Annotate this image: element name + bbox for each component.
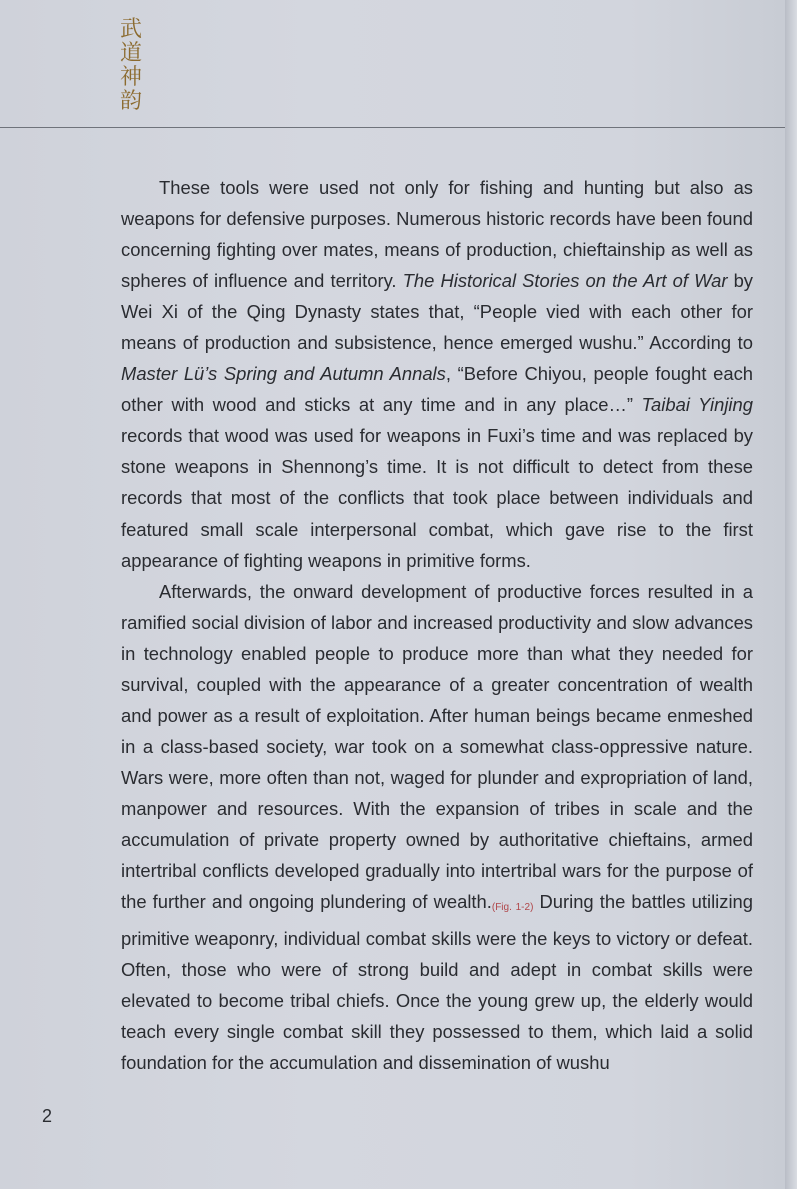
logo-char: 道 xyxy=(119,41,142,66)
book-title: Taibai Yinjing xyxy=(641,394,753,416)
logo-char: 韵 xyxy=(119,89,142,114)
header-divider xyxy=(0,127,785,128)
figure-reference: (Fig. 1-2) xyxy=(491,902,534,914)
book-title: Master Lü’s Spring and Autumn Annals xyxy=(121,363,446,385)
paragraph-2: Afterwards, the onward development of productive forces resulted in a ramified social division of labor and increased productivity and slow advances in technology enabled people to produce more than what they needed for survival, coupled with the appearance of a greater concentration of wealth and power as a result of exploitation. After human beings became enmeshed in a class-based society, war took on a somewhat class-oppressive nature. Wars were, more often than not, waged for plunder and expropriation of land, manpower and resources. With the expansion of tribes in scale and the accumulation of private property owned by authoritative chieftains, armed intertribal conflicts developed gradually into intertribal wars for the purpose of the further and ongoing plundering of wealth.(Fig. 1-2) During the battles utilizing primitive weaponry, individual combat skills were the keys to victory or defeat. Often, those who were of strong build and adept in combat skills were elevated to become tribal chiefs. Once the young grew up, the elderly would teach every single combat skill they possessed to them, which laid a solid foundation for the accumulation and dissemination of wushu xyxy=(121,580,753,1074)
logo-char: 武 xyxy=(119,17,142,42)
paragraph-1: These tools were used not only for fishing and hunting but also as weapons for defensive purposes. Numerous historic records have been found concerning fighting over mates, means of production, chieftainship as well as spheres of influence and territory. The Historical Stories on the Art of War by Wei Xi of the Qing Dynasty states that, “People vied with each other for means of production and subsistence, hence emerged wushu.” According to Master Lü’s Spring and Autumn Annals, “Before Chiyou, people fought each other with wood and sticks at any time and in any place…” Taibai Yinjing records that wood was used for weapons in Fuxi’s time and was replaced by stone weapons in Shennong’s time. It is not difficult to detect from these records that most of the conflicts that took place between individuals and featured small scale interpersonal combat, which gave rise to the first appearance of fighting weapons in primitive forms. xyxy=(121,177,753,571)
logo-char: 神 xyxy=(119,65,142,90)
page-edge xyxy=(785,0,797,1189)
body-text xyxy=(121,172,753,1078)
page-number: 2 xyxy=(42,1106,53,1126)
header-logo xyxy=(116,18,146,114)
book-title: The Historical Stories on the Art of War xyxy=(402,270,728,292)
